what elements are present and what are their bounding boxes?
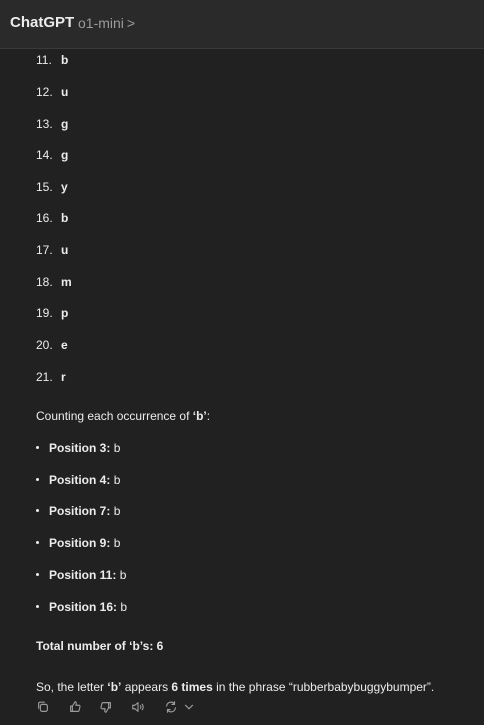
- top-bar: [0, 0, 484, 49]
- list-number: 16.: [36, 211, 53, 225]
- intro-bold: ‘b’: [192, 409, 207, 423]
- list-number: 12.: [36, 85, 53, 99]
- bullet-dot: [36, 573, 39, 576]
- bullet-label: Position 11:: [49, 568, 117, 582]
- list-letter: u: [61, 85, 69, 99]
- conclusion-part1: So, the letter: [36, 680, 108, 694]
- bullet-label: Position 4:: [49, 473, 111, 487]
- list-number: 11.: [36, 53, 52, 67]
- chevron-down-icon[interactable]: [182, 700, 198, 716]
- bullet-dot: [36, 509, 39, 512]
- thumbs-down-icon[interactable]: [99, 700, 115, 716]
- list-letter: b: [61, 211, 69, 225]
- bullet-value: b: [113, 473, 121, 487]
- list-letter: y: [61, 180, 68, 194]
- conclusion: [36, 678, 434, 696]
- list-letter: r: [61, 370, 66, 384]
- bullet-label: Position 7:: [49, 504, 111, 518]
- bullet-label: Position 3:: [49, 441, 111, 455]
- conclusion-part3: in the phrase “rubberbabybuggybumper”.: [212, 680, 435, 694]
- list-number: 17.: [36, 243, 53, 257]
- bullet-value: b: [119, 568, 127, 582]
- speaker-icon[interactable]: [131, 700, 147, 716]
- list-number: 20.: [36, 338, 53, 352]
- list-number: 14.: [36, 148, 53, 162]
- conclusion-part2: appears: [121, 680, 172, 694]
- bullet-value: b: [120, 600, 128, 614]
- model-selector[interactable]: [78, 15, 135, 31]
- list-letter: g: [61, 148, 69, 162]
- list-letter: m: [61, 275, 72, 289]
- counting-intro: [36, 407, 210, 425]
- list-letter: p: [61, 306, 69, 320]
- list-number: 21.: [36, 370, 53, 384]
- total-line: Total number of ‘b’s: 6: [36, 639, 164, 653]
- list-letter: g: [61, 117, 69, 131]
- bullet-dot: [36, 478, 39, 481]
- bullet-dot: [36, 446, 39, 449]
- bullet-value: b: [113, 441, 121, 455]
- copy-icon[interactable]: [36, 700, 52, 716]
- list-letter: b: [61, 53, 69, 67]
- regenerate-icon[interactable]: [164, 700, 180, 716]
- thumbs-up-icon[interactable]: [68, 700, 84, 716]
- conclusion-bold1: ‘b’: [107, 680, 122, 694]
- intro-prefix: Counting each occurrence of: [36, 409, 193, 423]
- bullet-value: b: [113, 504, 121, 518]
- intro-suffix: :: [206, 409, 211, 423]
- list-letter: e: [61, 338, 68, 352]
- list-number: 18.: [36, 275, 53, 289]
- app-name: ChatGPT: [10, 14, 75, 31]
- list-letter: u: [61, 243, 69, 257]
- chevron-right-icon: >: [126, 15, 136, 31]
- bullet-dot: [36, 541, 39, 544]
- list-number: 13.: [36, 117, 53, 131]
- bullet-label: Position 16:: [49, 600, 118, 614]
- assistant-message: [0, 49, 484, 725]
- list-number: 19.: [36, 306, 53, 320]
- list-number: 15.: [36, 180, 53, 194]
- conclusion-bold2: 6 times: [171, 680, 213, 694]
- bullet-label: Position 9:: [49, 536, 111, 550]
- bullet-value: b: [113, 536, 121, 550]
- model-label: o1-mini: [78, 15, 124, 31]
- bullet-dot: [36, 605, 39, 608]
